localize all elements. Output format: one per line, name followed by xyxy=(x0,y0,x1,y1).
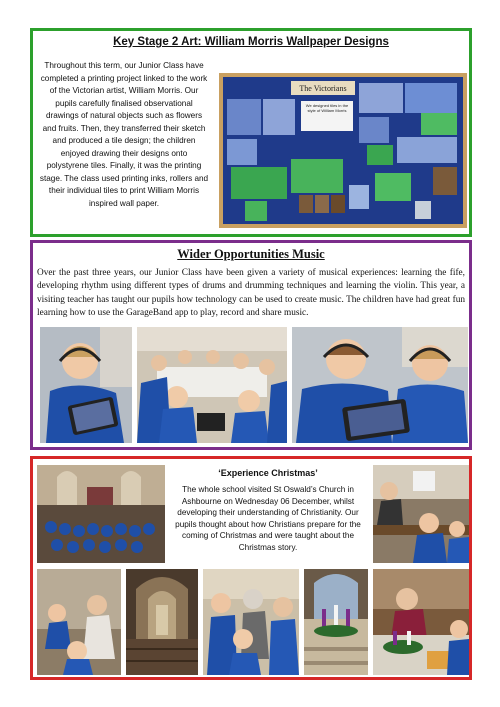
christmas-photo-pupils-reading xyxy=(37,569,121,675)
art-section xyxy=(30,28,472,237)
christmas-photo-group xyxy=(203,569,299,675)
art-body: Throughout this term, our Junior Class have completed a printing project linked to the work of the Victorian artist, William Morris. Our pupils carefully finalised observational drawings of natural objects such as flowers and fruits. Then, they transferred their sketch and produced a tile design; the children enjoyed drawing their designs onto polystyrene tiles. Finally, it was the printing stage. The class used printing inks, rollers and their individual tiles to print William Morris inspired wall paper. xyxy=(39,61,209,208)
christmas-activity-photo xyxy=(373,465,469,563)
wallpaper-display-photo xyxy=(219,73,467,228)
art-title: Key Stage 2 Art: William Morris Wallpaper Designs xyxy=(113,36,389,48)
music-title: Wider Opportunities Music xyxy=(177,247,325,261)
christmas-photo-advent-wreath xyxy=(373,569,469,675)
christmas-body: The whole school visited St Oswald’s Church in Ashbourne on Wednesday 06 December, whilst developing their understanding of Christianity. Our pupils thought about how Christians prepare for the coming of Christmas and were taught about the Christmas story. xyxy=(175,485,361,552)
music-photo-classroom xyxy=(137,327,287,443)
music-photo-two-boys xyxy=(292,327,468,443)
christmas-section xyxy=(30,456,472,680)
christmas-title: ‘Experience Christmas’ xyxy=(218,468,318,478)
christmas-photo-church-nave xyxy=(126,569,198,675)
music-photo-boy-tablet xyxy=(40,327,132,443)
music-body: Over the past three years, our Junior Class have been given a variety of musical experiences: learning the fife, developing rhythm using different types of drums and drumming techniques and learning the violin. This year, a visiting teacher has taught our pupils how technology can be used to create music. The children have had great fun learning how to use the GarageBand app to play, record and share music. xyxy=(37,268,465,318)
christmas-photo-advent-candles xyxy=(304,569,368,675)
display-heading: The Victorians xyxy=(299,84,347,93)
music-section xyxy=(30,240,472,450)
church-assembly-photo xyxy=(37,465,165,563)
display-caption: We designed tiles in the style of William Morris xyxy=(305,103,349,113)
